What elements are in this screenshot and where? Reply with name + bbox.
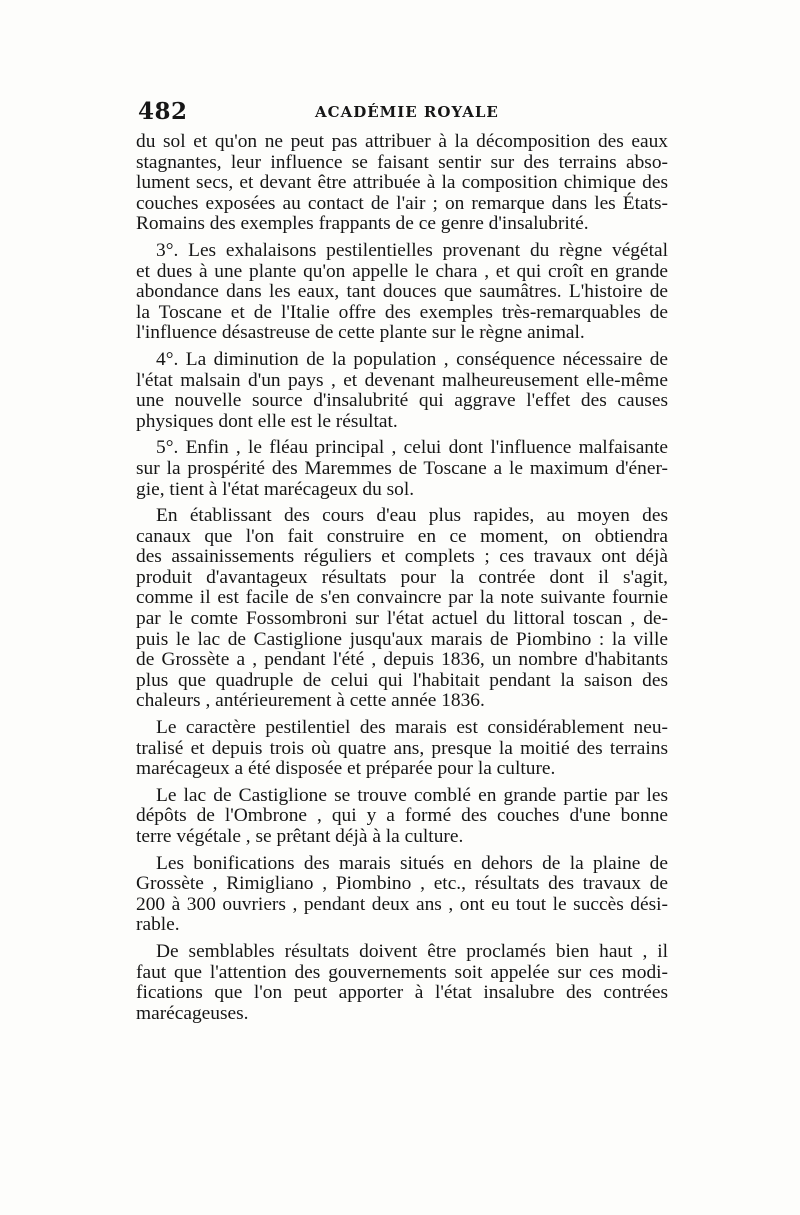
paragraph xyxy=(136,718,668,780)
page-header xyxy=(138,98,672,128)
text-line: et dues à une plante qu'on appelle le chara , et qui croît en grande xyxy=(136,260,668,282)
text-line: marécageuses. xyxy=(136,1002,249,1024)
text-line: de Grossète a , pendant l'été , depuis 1836, un nombre d'habitants xyxy=(136,649,668,671)
text-line: marécageux a été disposée et préparée pour la culture. xyxy=(136,758,556,780)
text-line: la Toscane et de l'Italie offre des exemples très-remarquables de xyxy=(136,301,668,323)
text-line: physiques dont elle est le résultat. xyxy=(136,410,398,432)
text-line: canaux que l'on fait construire en ce moment, on obtiendra xyxy=(136,525,668,547)
text-line: Romains des exemples frappants de ce genre d'insalubrité. xyxy=(136,213,589,235)
text-line: En établissant des cours d'eau plus rapides, au moyen des xyxy=(156,505,668,527)
text-line: dépôts de l'Ombrone , qui y a formé des couches d'une bonne xyxy=(136,805,668,827)
text-line: lument secs, et devant être attribuée à la composition chimique des xyxy=(136,172,668,194)
text-line: fications que l'on peut apporter à l'état insalubre des contrées xyxy=(136,982,668,1004)
text-line: rable. xyxy=(136,914,180,936)
paragraph xyxy=(136,438,668,500)
text-line: puis le lac de Castiglione jusqu'aux marais de Piombino : la ville xyxy=(136,628,668,650)
text-line: faut que l'attention des gouvernements soit appelée sur ces modi- xyxy=(136,961,668,983)
paragraph xyxy=(136,132,668,235)
text-line: 3°. Les exhalaisons pestilentielles provenant du règne végétal xyxy=(156,239,668,261)
text-line: sur la prospérité des Maremmes de Toscane a le maximum d'éner- xyxy=(136,457,668,479)
text-line: De semblables résultats doivent être proclamés bien haut , il xyxy=(156,940,668,962)
text-line: Le caractère pestilentiel des marais est considérablement neu- xyxy=(156,717,668,739)
text-line: chaleurs , antérieurement à cette année 1836. xyxy=(136,690,485,712)
text-line: 5°. Enfin , le fléau principal , celui dont l'influence malfaisante xyxy=(156,437,668,459)
text-line: l'état malsain d'un pays , et devenant malheureusement elle-même xyxy=(136,369,668,391)
text-line: du sol et qu'on ne peut pas attribuer à la décomposition des eaux xyxy=(136,131,668,152)
text-line: Grossète , Rimigliano , Piombino , etc., résultats des travaux de xyxy=(136,873,668,895)
text-line: abondance dans les eaux, tant douces que saumâtres. L'histoire de xyxy=(136,281,668,303)
paragraph xyxy=(136,506,668,712)
running-head: ACADÉMIE ROYALE xyxy=(315,103,499,121)
page-number: 482 xyxy=(138,98,188,125)
paragraph xyxy=(136,350,668,432)
text-line: 4°. La diminution de la population , conséquence nécessaire de xyxy=(156,348,668,370)
paragraph xyxy=(136,786,668,848)
text-line: plus que quadruple de celui qui l'habitait pendant la saison des xyxy=(136,669,668,691)
text-line: par le comte Fossombroni sur l'état actuel du littoral toscan , de- xyxy=(136,608,668,630)
text-line: Le lac de Castiglione se trouve comblé en grande partie par les xyxy=(156,784,668,806)
paragraph xyxy=(136,241,668,344)
body-text xyxy=(136,132,668,1030)
text-line: produit d'avantageux résultats pour la contrée dont il s'agit, xyxy=(136,566,668,588)
text-line: tralisé et depuis trois où quatre ans, presque la moitié des terrains xyxy=(136,737,668,759)
text-line: stagnantes, leur influence se faisant sentir sur des terrains abso- xyxy=(136,151,668,173)
paragraph xyxy=(136,854,668,936)
text-line: comme il est facile de s'en convaincre par la note suivante fournie xyxy=(136,587,668,609)
text-line: l'influence désastreuse de cette plante sur le règne animal. xyxy=(136,322,585,344)
text-line: Les bonifications des marais situés en dehors de la plaine de xyxy=(156,852,668,874)
text-line: couches exposées au contact de l'air ; on remarque dans les États- xyxy=(136,192,668,214)
text-line: gie, tient à l'état marécageux du sol. xyxy=(136,478,415,500)
paragraph xyxy=(136,942,668,1024)
text-line: une nouvelle source d'insalubrité qui aggrave l'effet des causes xyxy=(136,390,668,412)
text-line: 200 à 300 ouvriers , pendant deux ans , ont eu tout le succès dési- xyxy=(136,893,668,915)
text-line: des assainissements réguliers et complets ; ces travaux ont déjà xyxy=(136,546,668,568)
text-line: terre végétale , se prêtant déjà à la culture. xyxy=(136,826,464,847)
